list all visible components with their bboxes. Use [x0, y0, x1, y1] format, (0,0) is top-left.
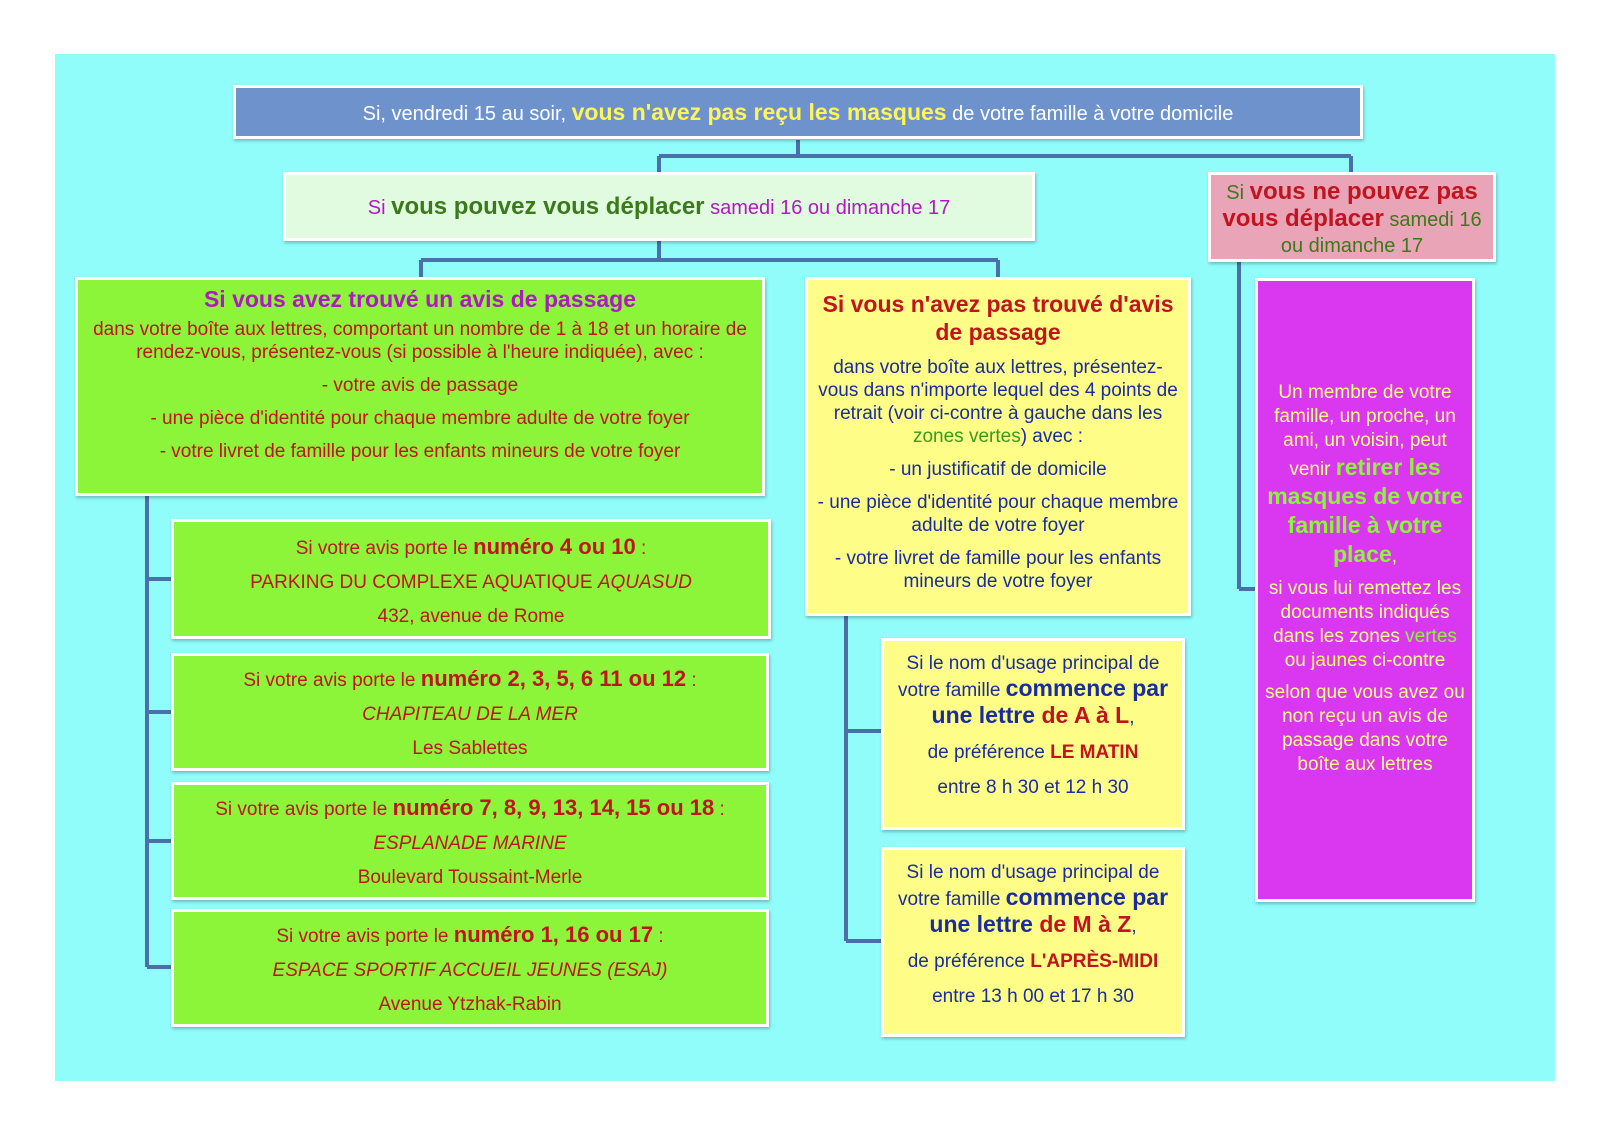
name-m-z-pref-pre: de préférence: [907, 951, 1031, 972]
no-notice-body-pre: dans votre boîte aux lettres, présentez-vous dans n'importe lequel des 4 points de retrait (voir ci-contre à gauche dans les: [818, 357, 1178, 424]
with-notice-item-1: - votre avis de passage: [321, 375, 519, 396]
proxy-text-2b: ci-contre: [1367, 650, 1446, 671]
site-1-place-a: PARKING DU COMPLEXE AQUATIQUE: [250, 572, 598, 593]
name-m-z-pre: Si le nom d'usage principal de votre famille: [897, 862, 1160, 910]
name-a-l-emphasis: commence par une lettre: [931, 675, 1169, 728]
site-4-place-b: ESPACE SPORTIF ACCUEIL JEUNES (ESAJ): [272, 960, 668, 981]
proxy-jaunes: jaunes: [1311, 650, 1368, 671]
name-a-l-pre: Si le nom d'usage principal de votre famille: [897, 653, 1160, 701]
site-2-pre: Si votre avis porte le: [243, 670, 421, 691]
connector-names: [846, 616, 881, 941]
proxy-ou: ou: [1284, 650, 1312, 671]
proxy-vertes: vertes: [1405, 626, 1457, 647]
site-4-post: :: [653, 926, 664, 947]
proxy-text-1: Un membre de votre famille, un proche, un ami, un voisin, peut venir: [1274, 382, 1456, 480]
top-emphasis: vous n'avez pas reçu les masques: [571, 99, 947, 125]
name-m-z-range: de M à Z: [1039, 911, 1132, 937]
name-a-l-hours: entre 8 h 30 et 12 h 30: [937, 777, 1129, 798]
site-box-4: [171, 909, 769, 1027]
name-a-l-comma: ,: [1129, 707, 1135, 728]
connector-can-move: [421, 241, 998, 277]
cannot-move-emphasis: vous ne pouvez pas vous déplacer: [1222, 178, 1478, 232]
cannot-move-pre: Si: [1226, 182, 1250, 204]
can-move-pre: Si: [367, 197, 392, 219]
name-m-z-hours: entre 13 h 00 et 17 h 30: [932, 986, 1134, 1007]
name-a-l-pref-pre: de préférence: [927, 742, 1051, 763]
no-notice-item-3: - votre livret de famille pour les enfants mineurs de votre foyer: [834, 548, 1162, 592]
no-notice-box: [805, 277, 1191, 616]
site-2-address: Les Sablettes: [412, 738, 528, 759]
proxy-text-3: selon que vous avez ou non reçu un avis de passage dans votre boîte aux lettres: [1265, 682, 1465, 775]
proxy-text-2a: si vous lui remettez les documents indiqués dans les zones: [1268, 578, 1462, 647]
can-move-emphasis: vous pouvez vous déplacer: [391, 193, 705, 220]
no-notice-body-post: ) avec :: [1020, 426, 1084, 447]
site-2-post: :: [686, 670, 697, 691]
with-notice-body: dans votre boîte aux lettres, comportant un nombre de 1 à 18 et un horaire de rendez-vous, présentez-vous (si possible à l'heure indiquée), avec :: [93, 319, 747, 363]
site-3-numbers: numéro 7, 8, 9, 13, 14, 15 ou 18: [392, 795, 715, 820]
top-pre: Si, vendredi 15 au soir,: [362, 103, 572, 125]
with-notice-item-2: - une pièce d'identité pour chaque membre adulte de votre foyer: [150, 408, 690, 429]
name-m-z-emphasis: commence par une lettre: [929, 884, 1169, 937]
site-1-place-b: AQUASUD: [597, 572, 692, 593]
cannot-move-post: samedi 16 ou dimanche 17: [1280, 209, 1482, 257]
no-notice-title: Si vous n'avez pas trouvé d'avis de passage: [822, 291, 1174, 345]
site-box-2: [171, 653, 769, 771]
proxy-box: [1255, 278, 1475, 902]
can-move-post: samedi 16 ou dimanche 17: [704, 197, 951, 219]
with-notice-box: [75, 277, 765, 496]
name-a-l-range: de A à L: [1041, 702, 1130, 728]
with-notice-item-3: - votre livret de famille pour les enfants mineurs de votre foyer: [159, 441, 681, 462]
no-notice-item-2: - une pièce d'identité pour chaque membre adulte de votre foyer: [817, 492, 1179, 536]
name-m-z-box: [881, 847, 1185, 1037]
connector-proxy: [1239, 261, 1255, 589]
site-box-1: [171, 519, 771, 639]
site-2-place-b: CHAPITEAU DE LA MER: [362, 704, 578, 725]
site-box-3: [171, 782, 769, 900]
connector-sites: [147, 496, 171, 967]
top-post: de votre famille à votre domicile: [946, 103, 1234, 125]
site-2-numbers: numéro 2, 3, 5, 6 11 ou 12: [420, 666, 687, 691]
site-3-address: Boulevard Toussaint-Merle: [357, 867, 583, 888]
top-condition-box: [233, 85, 1363, 139]
name-a-l-pref: LE MATIN: [1050, 742, 1139, 763]
site-1-address: 432, avenue de Rome: [377, 606, 565, 627]
proxy-comma: ,: [1391, 546, 1398, 567]
connector-top: [659, 140, 1351, 172]
no-notice-item-1: - un justificatif de domicile: [889, 459, 1107, 480]
name-m-z-pref: L'APRÈS-MIDI: [1030, 951, 1159, 972]
site-4-pre: Si votre avis porte le: [276, 926, 454, 947]
cannot-move-box: [1208, 172, 1496, 262]
name-m-z-comma: ,: [1131, 916, 1137, 937]
site-1-numbers: numéro 4 ou 10: [473, 534, 636, 559]
site-3-pre: Si votre avis porte le: [215, 799, 393, 820]
site-1-pre: Si votre avis porte le: [295, 538, 474, 559]
can-move-box: [283, 172, 1035, 241]
site-4-address: Avenue Ytzhak-Rabin: [378, 994, 562, 1015]
site-1-post: :: [635, 538, 647, 559]
diagram-canvas: [55, 54, 1555, 1081]
site-3-post: :: [714, 799, 725, 820]
proxy-emphasis: retirer les masques de votre famille à votre place: [1267, 454, 1463, 567]
with-notice-title: Si vous avez trouvé un avis de passage: [203, 286, 637, 312]
name-a-l-box: [881, 638, 1185, 830]
no-notice-body-zone: zones vertes: [912, 426, 1021, 447]
site-3-place-b: ESPLANADE MARINE: [373, 833, 567, 854]
site-4-numbers: numéro 1, 16 ou 17: [453, 922, 654, 947]
